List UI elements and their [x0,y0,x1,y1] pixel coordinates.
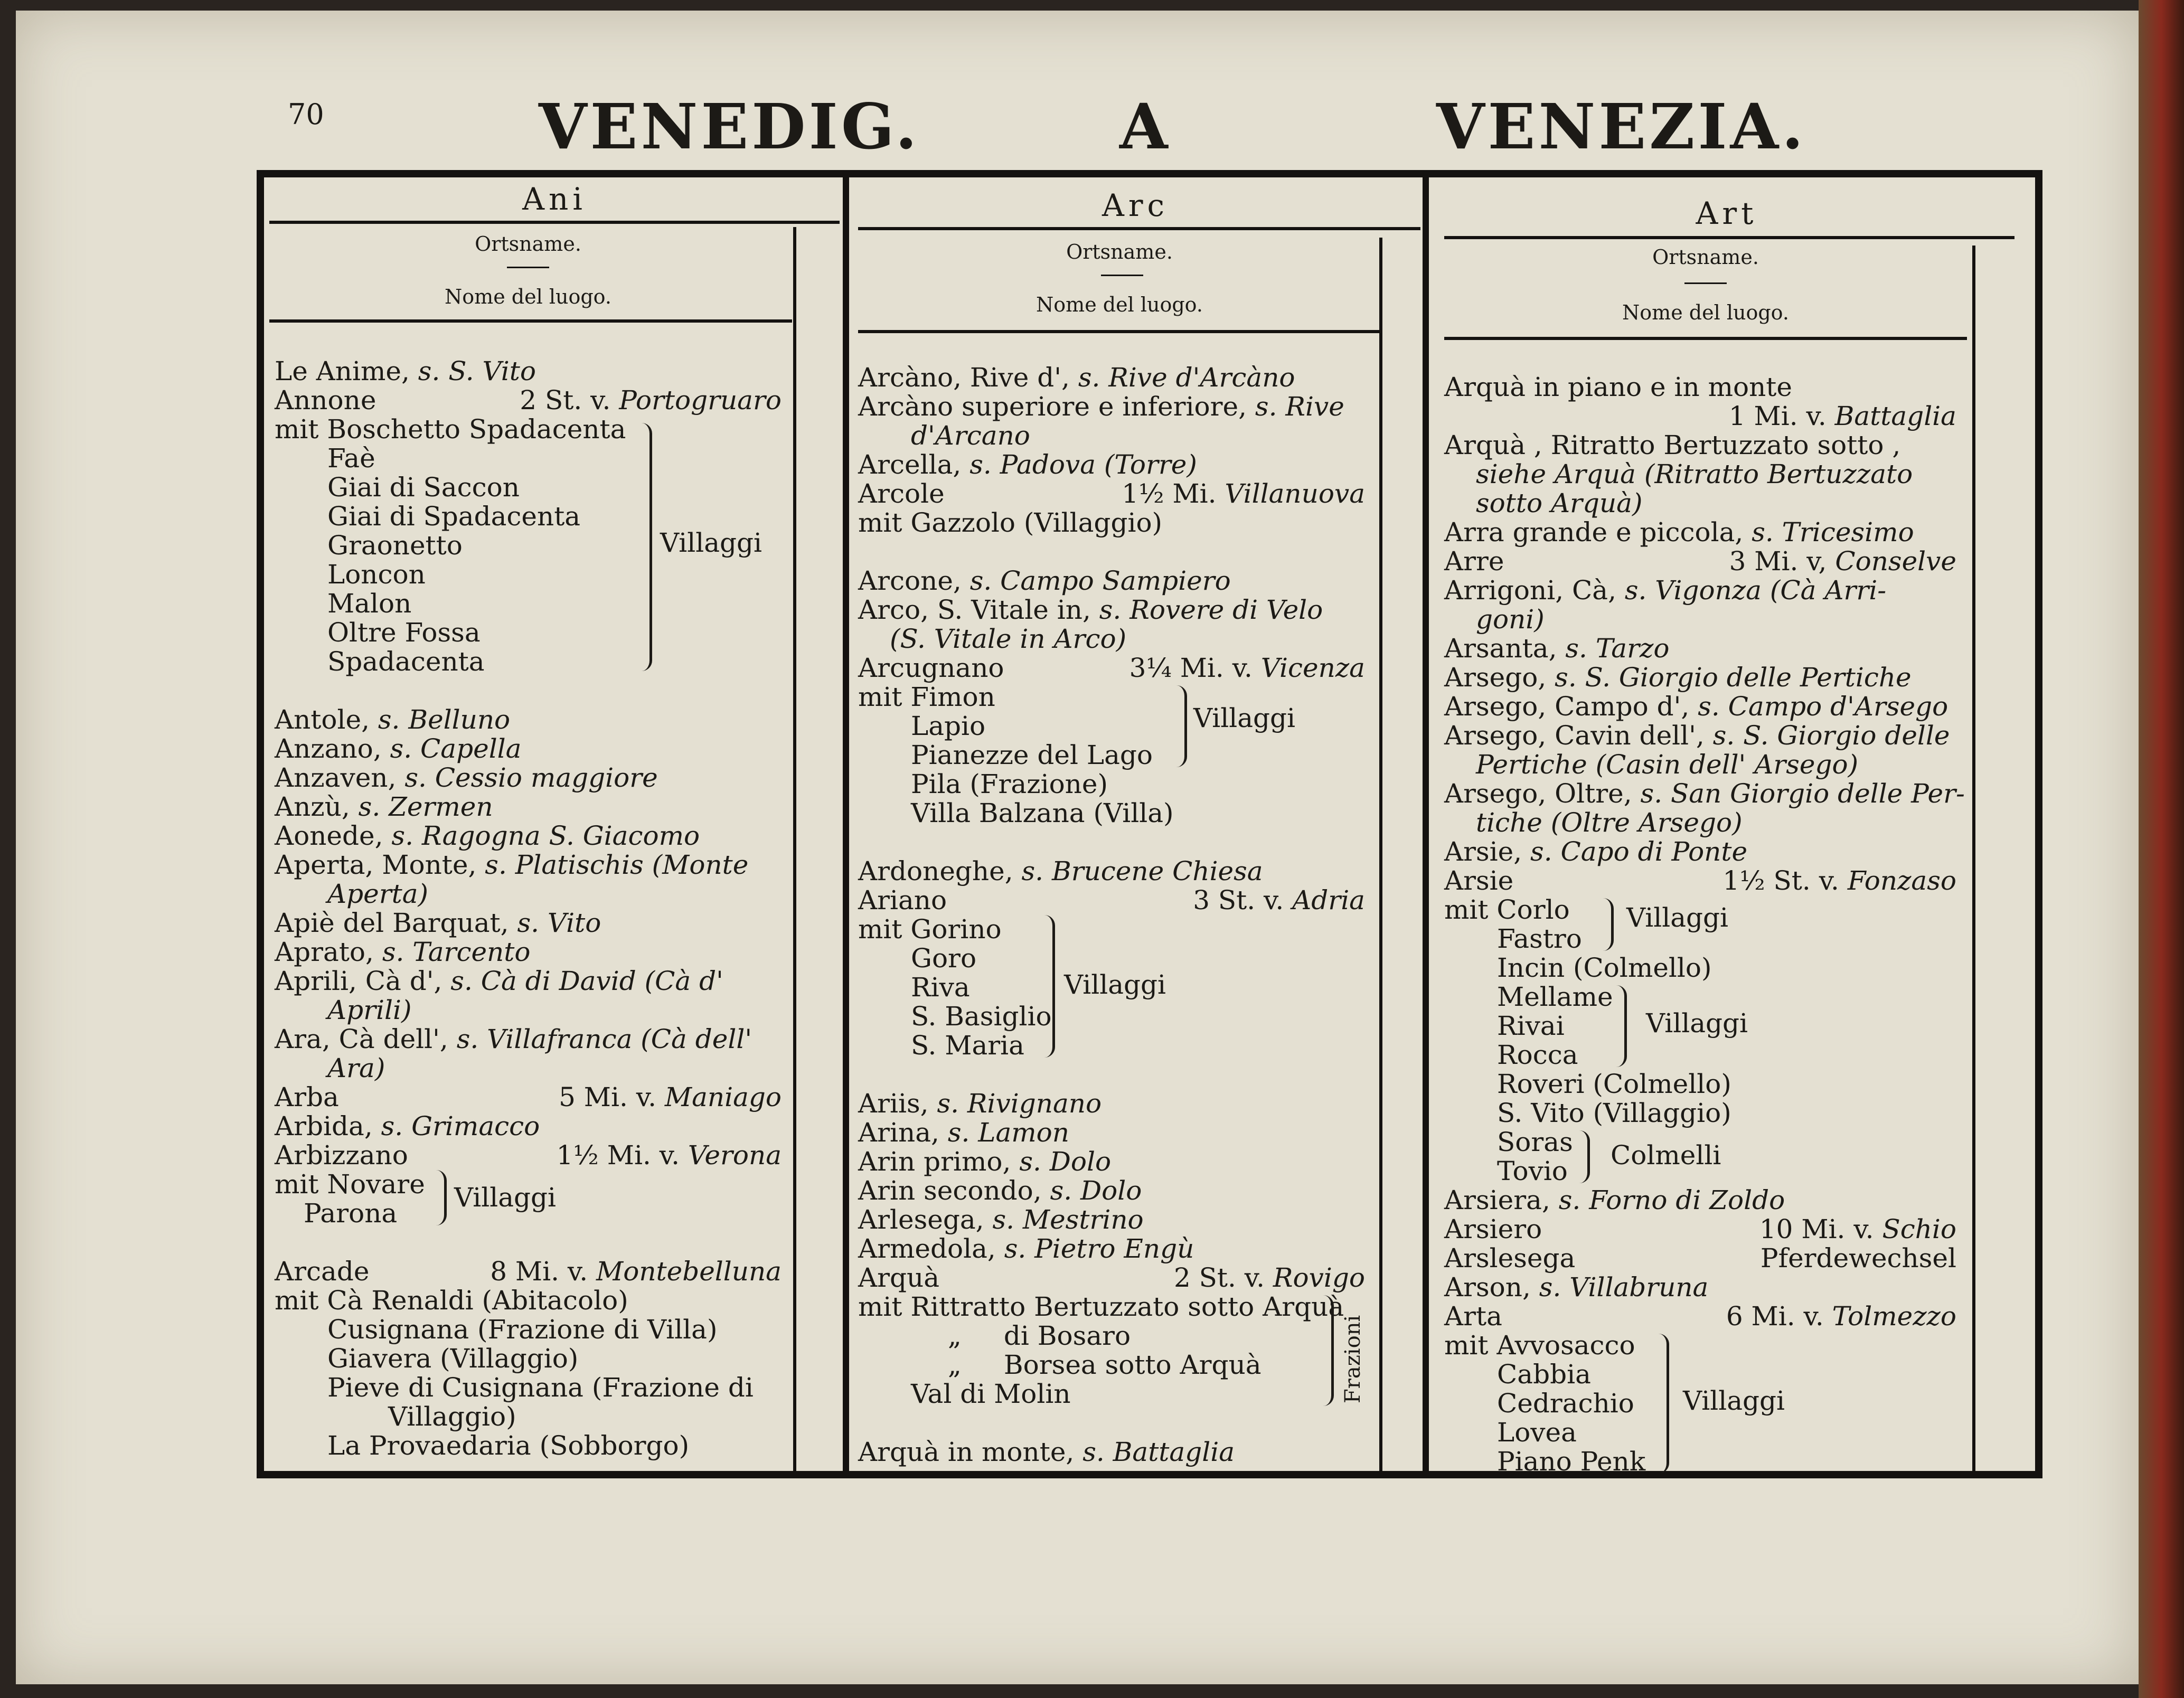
list-item: Arco, S. Vitale in, s. Rovere di Velo [858,595,1323,625]
group-label: Villaggi [660,527,762,558]
list-item: Lovea [1497,1417,1577,1448]
list-item: Apiè del Barquat, s. Vito [275,908,601,938]
list-item: Arcàno, Rive d', s. Rive d'Arcàno [858,362,1295,393]
list-item: mit Fimon [858,682,995,712]
list-item: Ara) [327,1053,385,1083]
column-inner-rule [1379,238,1382,1478]
list-item: Cabbia [1497,1359,1591,1390]
list-item: 1 Mi. v. Battaglia [1728,401,1956,431]
list-item: Arrigoni, Cà, s. Vigonza (Cà Arri- [1444,575,1887,606]
village-group [1444,1331,1956,1476]
list-item: Antole, s. Belluno [275,704,511,735]
column-subheading: Nome del luogo. [445,285,611,308]
list-item: Spadacenta [327,646,485,677]
list-item: Arcugnano 3¼ Mi. v. Vicenza [858,653,1365,683]
list-item: Arsego, s. S. Giorgio delle Pertiche [1444,662,1912,693]
brace [1043,915,1055,1058]
list-item: Arsanta, s. Tarzo [1444,633,1670,664]
list-item: Aonede, s. Ragogna S. Giacomo [275,820,700,851]
rule [269,221,840,224]
page-number: 70 [288,98,324,131]
list-item: Riva [911,972,970,1003]
list-item: mit Avvosacco [1444,1330,1635,1361]
list-item: sotto Arquà) [1476,488,1643,518]
list-item: Faè [327,443,375,474]
column-inner-rule [1972,246,1975,1478]
list-item: Tovio [1497,1156,1568,1186]
list-item: Graonetto [327,530,463,561]
list-item: Rocca [1497,1040,1578,1070]
rule [1444,337,1967,340]
list-item: Fastro [1497,923,1582,954]
column-divider-1 [843,170,849,1478]
list-item: Arcàno superiore e inferiore, s. Rive [858,391,1344,422]
list-item: Soras [1497,1127,1573,1157]
rule [858,330,1381,333]
list-item: Ariis, s. Rivignano [858,1088,1102,1119]
list-item: Arbida, s. Grimacco [275,1111,540,1142]
list-item: Pianezze del Lago [911,740,1153,770]
list-item: Arta 6 Mi. v. Tolmezzo [1444,1301,1956,1332]
entries-column-2 [858,363,1365,1467]
list-item: Arba 5 Mi. v. Maniago [275,1082,782,1112]
list-item: goni) [1476,604,1545,635]
list-item: S. Basiglio [911,1001,1052,1032]
brace [436,1170,447,1225]
list-item: Arcella, s. Padova (Torre) [858,449,1197,480]
list-item: Aprili, Cà d', s. Cà di David (Cà d' [275,966,723,996]
list-item: „ di Bosaro [948,1320,1131,1351]
column-subheading: Ortsname. [475,232,581,256]
brace [1658,1334,1669,1474]
list-item: Arin secondo, s. Dolo [858,1175,1142,1206]
list-item: Cusignana (Frazione di Villa) [327,1314,718,1345]
brace [639,423,652,671]
list-item: Pieve di Cusignana (Frazione di [327,1372,754,1403]
list-item: Arcole 1½ Mi. Villanuova [858,478,1365,509]
village-group [275,1170,782,1228]
brace [1616,985,1627,1067]
village-group [275,444,782,676]
list-item: Giavera (Villaggio) [327,1343,579,1374]
list-item: Armedola, s. Pietro Engù [858,1233,1194,1264]
list-item: Arsie, s. Capo di Ponte [1444,836,1748,867]
list-item: mit Corlo [1444,894,1570,925]
column-subheading: Nome del luogo. [1036,293,1203,316]
list-item: mit Boschetto Spadacenta [275,414,626,445]
list-item: Oltre Fossa [327,617,481,648]
list-item: Arbizzano 1½ Mi. v. Verona [275,1140,782,1171]
list-item: Ardoneghe, s. Brucene Chiesa [858,856,1263,886]
list-item: Arcone, s. Campo Sampiero [858,565,1231,596]
list-item: Goro [911,943,977,974]
book-spine [2139,0,2184,1698]
list-item: S. Maria [911,1030,1024,1061]
column-subheading: Ortsname. [1066,240,1173,263]
list-item: Lapio [911,711,986,741]
list-item: Pertiche (Casin dell' Arsego) [1476,749,1859,780]
list-item: Arslesega Pferdewechsel [1444,1243,1956,1274]
group-label: Villaggi [1646,1008,1748,1039]
list-item: Giai di Spadacenta [327,501,581,532]
list-item: mit Gazzolo (Villaggio) [858,507,1163,538]
list-item: Cedrachio [1497,1388,1634,1419]
frazioni-label: Frazioni [1341,1315,1365,1403]
list-item: Arsiero 10 Mi. v. Schio [1444,1214,1956,1244]
list-item: Aperta, Monte, s. Platischis (Monte [275,850,749,880]
list-item: (S. Vitale in Arco) [890,624,1127,654]
brace [1323,1295,1334,1406]
rule [507,267,549,268]
list-item: Arlesega, s. Mestrino [858,1204,1144,1235]
list-item: Le Anime, s. S. Vito [275,356,536,386]
column-title: Ani [522,181,587,217]
frazioni-group [858,1293,1365,1409]
group-label: Villaggi [1193,703,1296,733]
group-label: Villaggi [1626,902,1729,933]
column-title: Art [1696,195,1758,231]
brace [1579,1130,1590,1183]
list-item: siehe Arquà (Ritratto Bertuzzato [1476,459,1913,489]
header-left: VENEDIG. [539,90,920,163]
rule [858,227,1420,230]
list-item: tiche (Oltre Arsego) [1476,807,1743,838]
list-item: Arquà in monte, s. Battaglia [858,1437,1235,1467]
group-label: Villaggi [1683,1385,1785,1416]
list-item: Anzano, s. Capella [275,733,522,764]
village-group [858,915,1365,1060]
list-item: mit Gorino [858,914,1002,945]
list-item: Aprili) [327,995,412,1025]
list-item: Arsego, Campo d', s. Campo d'Arsego [1444,691,1948,722]
entries-column-1 [275,357,782,1460]
list-item: Arcade 8 Mi. v. Montebelluna [275,1256,782,1287]
list-item: Arsego, Oltre, s. San Giorgio delle Per- [1444,778,1965,809]
list-item: Villaggio) [388,1401,516,1432]
list-item: Arquà 2 St. v. Rovigo [858,1262,1365,1293]
list-item: Villa Balzana (Villa) [911,798,1174,828]
list-item: Arina, s. Lamon [858,1117,1069,1148]
list-item: Annone 2 St. v. Portogruaro [275,385,782,416]
list-item: Ara, Cà dell', s. Villafranca (Cà dell' [275,1024,752,1054]
list-item: Anzaven, s. Cessio maggiore [275,762,658,793]
column-subheading: Nome del luogo. [1622,301,1789,324]
list-item: Arsiera, s. Forno di Zoldo [1444,1185,1785,1215]
rule [1684,282,1727,284]
village-group [858,683,1365,770]
list-item: Ariano 3 St. v. Adria [858,885,1365,916]
list-item: Arre 3 Mi. v, Conselve [1444,546,1956,577]
rule [1444,236,2014,239]
group-label: Villaggi [454,1182,557,1213]
list-item: Arsego, Cavin dell', s. S. Giorgio delle [1444,720,1950,751]
list-item: Arquà , Ritratto Bertuzzato sotto , [1444,430,1901,460]
list-item: Arin primo, s. Dolo [858,1146,1112,1177]
list-item: Arquà in piano e in monte [1444,372,1792,402]
list-item: Giai di Saccon [327,472,520,503]
list-item: Pila (Frazione) [911,769,1108,799]
list-item: Mellame [1497,982,1613,1012]
header-right: VENEZIA. [1436,90,1807,163]
rule [1101,275,1143,276]
list-item: Anzù, s. Zermen [275,791,493,822]
column-divider-2 [1423,170,1429,1478]
list-item: S. Vito (Villaggio) [1497,1098,1731,1128]
village-group [1444,983,1956,1070]
entries-column-3 [1444,372,1965,1477]
list-item: Val di Molin [911,1379,1071,1409]
column-subheading: Ortsname. [1652,246,1759,269]
list-item: Loncon [327,559,426,590]
list-item: Incin (Colmello) [1497,952,1712,983]
village-group [1444,895,1956,954]
list-item: mit Cà Renaldi (Abitacolo) [275,1285,628,1316]
list-item: Rivai [1497,1011,1565,1041]
village-group [1444,1128,1956,1186]
list-item: Malon [327,588,412,619]
header-middle: A [1119,90,1171,163]
list-item: „ Borsea sotto Arquà [948,1350,1262,1380]
column-title: Arc [1102,187,1169,223]
list-item: mit Novare [275,1169,425,1200]
list-item: Aperta) [327,879,429,909]
list-item: Aprato, s. Tarcento [275,937,531,967]
list-item: Arson, s. Villabruna [1444,1272,1709,1303]
brace [1175,685,1187,767]
group-label: Villaggi [1064,969,1166,1000]
list-item: d'Arcano [911,420,1030,451]
list-item: Roveri (Colmello) [1497,1069,1731,1099]
rule [269,319,792,323]
list-item: Arra grande e piccola, s. Tricesimo [1444,517,1914,548]
list-item: Piano Penk [1497,1446,1646,1477]
list-item: Arsie 1½ St. v. Fonzaso [1444,865,1956,896]
list-item: mit Rittratto Bertuzzato sotto Arquà [858,1291,1344,1322]
list-item: La Provaedaria (Sobborgo) [327,1430,690,1461]
column-inner-rule [793,227,796,1478]
list-item: Parona [304,1198,398,1229]
brace [1603,898,1614,951]
group-label: Colmelli [1611,1140,1721,1171]
